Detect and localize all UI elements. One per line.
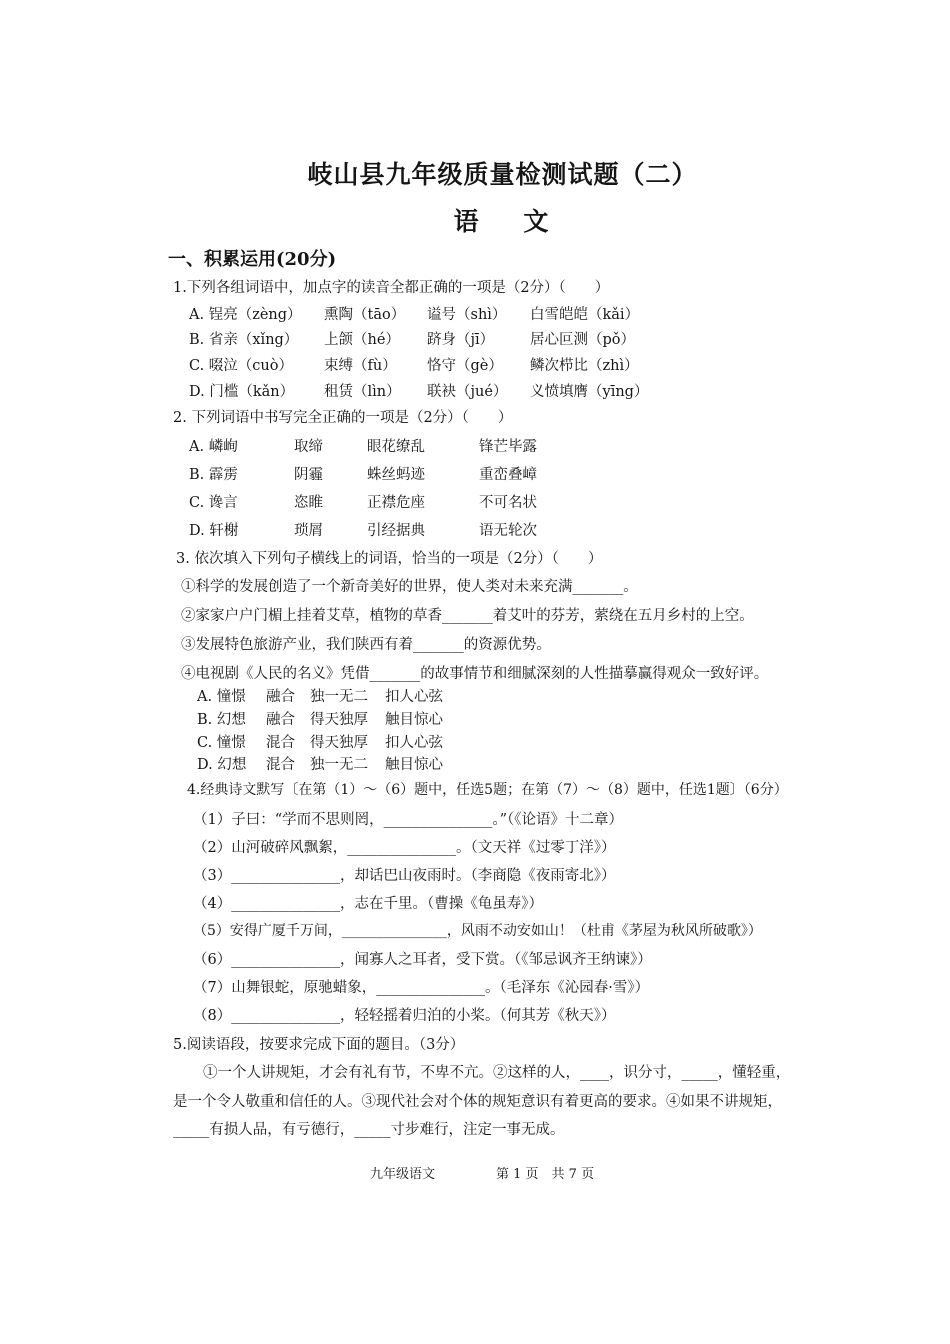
- q3-sentence-4: ④电视剧《人民的名义》凭借_______的故事情节和细腻深刻的人性描摹赢得观众一致好评。: [181, 666, 769, 682]
- q1-d-1: D. 门槛（kǎn）: [189, 384, 295, 400]
- q2-b-3: 蛛丝蚂迹: [367, 467, 425, 483]
- q2-b-1: B. 霹雳: [189, 467, 238, 483]
- q2-a-4: 锋芒毕露: [479, 439, 537, 455]
- q4-item-4: （4）_______________，志在千里。（曹操《龟虽寿》）: [193, 896, 543, 912]
- q3-c-3: 得天独厚: [310, 735, 368, 751]
- q4-item-8: （8）_______________，轻轻摇着归泊的小桨。（何其芳《秋天》）: [193, 1008, 616, 1024]
- q1-option-d: [189, 380, 648, 401]
- q2-d-2: 琐屑: [294, 523, 323, 539]
- q2-c-3: 正襟危座: [367, 495, 425, 511]
- q1-d-4: 义愤填膺（yīng）: [530, 384, 649, 400]
- q4-item-7: （7）山舞银蛇，原驰蜡象，_______________。（毛泽东《沁园春·雪》）: [193, 980, 650, 996]
- q2-c-4: 不可名状: [479, 495, 537, 511]
- q2-c-2: 恣睢: [294, 495, 323, 511]
- exam-title: 岐山县九年级质量检测试题（二）: [307, 160, 698, 189]
- q3-option-c: [197, 731, 443, 752]
- q1-b-4: 居心叵测（pǒ）: [530, 332, 636, 348]
- q3-a-1: A. 憧憬: [197, 689, 246, 705]
- footer-subject: 九年级语文: [370, 1167, 436, 1182]
- q1-a-4: 白雪皑皑（kǎi）: [530, 307, 640, 323]
- q3-option-d: [197, 753, 443, 774]
- q2-d-1: D. 轩榭: [189, 523, 239, 539]
- q2-option-c: [189, 491, 537, 512]
- q3-b-3: 得天独厚: [310, 712, 368, 728]
- q1-a-1: A. 锃亮（zèng）: [189, 307, 302, 323]
- q4-item-3: （3）_______________，却话巴山夜雨时。（李商隐《夜雨寄北》）: [193, 868, 616, 884]
- q2-a-1: A. 嶙峋: [189, 439, 238, 455]
- q3-option-a: [197, 685, 443, 706]
- q3-b-1: B. 幻想: [197, 712, 246, 728]
- q1-c-1: C. 啜泣（cuò）: [189, 358, 293, 374]
- q2-a-3: 眼花缭乱: [367, 439, 425, 455]
- q4-item-1: （1）子曰：“学而不思则罔，_______________。”（《论语》十二章）: [193, 812, 624, 828]
- q3-d-2: 混合: [266, 757, 295, 773]
- q5-paragraph-line-2: 是一个令人敬重和信任的人。③现代社会对个体的规矩意识有着更高的要求。④如果不讲规矩，: [173, 1094, 782, 1110]
- q3-c-1: C. 憧憬: [197, 735, 246, 751]
- q1-option-a: [189, 303, 639, 324]
- q2-option-d: [189, 519, 537, 540]
- q3-a-3: 独一无二: [310, 689, 368, 705]
- q3-a-2: 融合: [266, 689, 295, 705]
- q2-b-4: 重峦叠嶂: [479, 467, 537, 483]
- q2-a-2: 取缔: [294, 439, 323, 455]
- subject-title: 语 文: [453, 207, 567, 236]
- q4-item-2: （2）山河破碎风飘絮，_______________。（文天祥《过零丁洋》）: [193, 840, 616, 856]
- q1-option-b: [189, 328, 635, 349]
- q1-stem: 1.下列各组词语中，加点字的读音全都正确的一项是（2分）（ ）: [173, 280, 610, 296]
- q2-stem: 2. 下列词语中书写完全正确的一项是（2分）（ ）: [173, 410, 513, 426]
- q1-c-2: 束缚（fù）: [324, 358, 397, 374]
- q5-paragraph-line-3: _____有损人品，有亏德行，_____寸步难行，注定一事无成。: [173, 1122, 565, 1138]
- q5-stem: 5.阅读语段，按要求完成下面的题目。（3分）: [173, 1037, 465, 1053]
- q5-paragraph-line-1: ①一个人讲规矩，才会有礼有节，不卑不亢。②这样的人，____，识分寸，_____，懂轻重，: [203, 1065, 791, 1081]
- q1-b-1: B. 省亲（xǐng）: [189, 332, 299, 348]
- q3-c-4: 扣人心弦: [385, 735, 443, 751]
- q4-stem: 4.经典诗文默写〔在第（1）～（6）题中，任选5题；在第（7）～（8）题中，任选1题〕（6分）: [187, 782, 788, 798]
- q2-d-4: 语无轮次: [479, 523, 537, 539]
- q3-sentence-2: ②家家户户门楣上挂着艾草，植物的草香_______着艾叶的芬芳，萦绕在五月乡村的上空。: [181, 608, 754, 624]
- q3-sentence-3: ③发展特色旅游产业，我们陕西有着_______的资源优势。: [181, 637, 551, 653]
- q4-item-6: （6）_______________，闻寡人之耳者，受下赏。（《邹忌讽齐王纳谏》）: [193, 952, 652, 968]
- q2-c-1: C. 谗言: [189, 495, 238, 511]
- q2-b-2: 阴霾: [294, 467, 323, 483]
- q2-option-b: [189, 463, 537, 484]
- q2-option-a: [189, 435, 537, 456]
- q1-c-4: 鳞次栉比（zhì）: [530, 358, 639, 374]
- q1-a-2: 熏陶（tāo）: [324, 307, 406, 323]
- q1-option-c: [189, 354, 639, 375]
- q1-c-3: 恪守（gè）: [427, 358, 503, 374]
- q3-c-2: 混合: [266, 735, 295, 751]
- q2-d-3: 引经据典: [367, 523, 425, 539]
- q3-b-4: 触目惊心: [385, 712, 443, 728]
- footer-page-number: 第 1 页 共 7 页: [496, 1167, 595, 1182]
- q3-sentence-1: ①科学的发展创造了一个新奇美好的世界，使人类对未来充满_______。: [181, 579, 638, 595]
- q3-d-4: 触目惊心: [385, 757, 443, 773]
- q3-a-4: 扣人心弦: [385, 689, 443, 705]
- q1-d-2: 租赁（lìn）: [324, 384, 401, 400]
- q1-a-3: 谥号（shì）: [427, 307, 507, 323]
- q1-b-2: 上颌（hé）: [324, 332, 400, 348]
- section-heading: 一、积累运用(20分): [168, 249, 337, 270]
- q1-b-3: 跻身（jī）: [427, 332, 495, 348]
- q3-stem: 3. 依次填入下列句子横线上的词语，恰当的一项是（2分）（ ）: [176, 551, 603, 567]
- q3-d-3: 独一无二: [310, 757, 368, 773]
- q3-d-1: D. 幻想: [197, 757, 247, 773]
- q4-item-5: （5）安得广厦千万间，_______________，风雨不动安如山！（杜甫《茅屋为秋风所破歌》）: [193, 923, 762, 939]
- q3-b-2: 融合: [266, 712, 295, 728]
- q1-d-3: 联袂（jué）: [427, 384, 508, 400]
- q3-option-b: [197, 708, 443, 729]
